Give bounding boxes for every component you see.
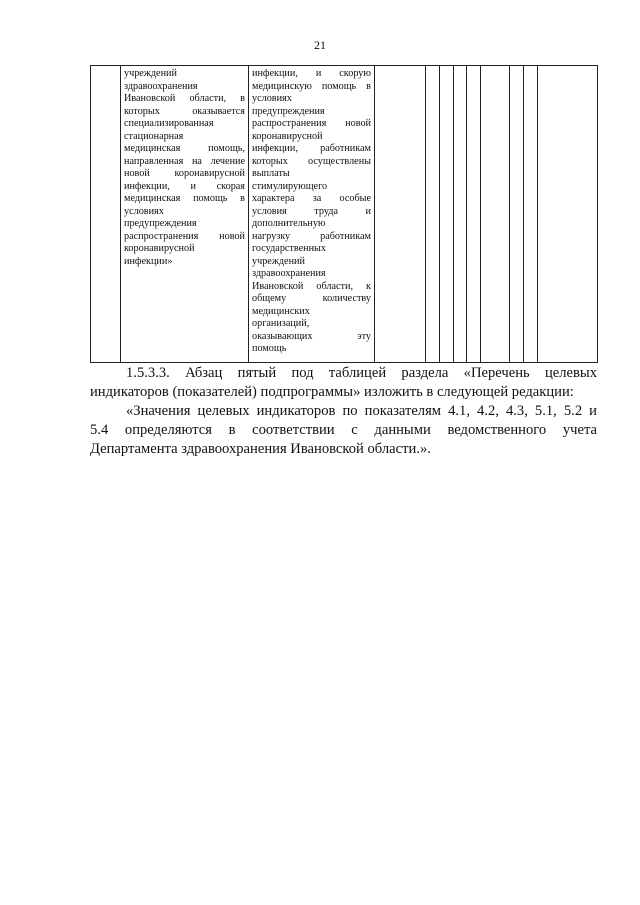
table-row (91, 66, 598, 363)
table-cell-empty (440, 66, 454, 363)
page-number: 21 (314, 38, 326, 52)
table-cell-indicator-name (121, 66, 249, 363)
table-cell-empty (481, 66, 510, 363)
table-cell-empty (467, 66, 481, 363)
table-cell-indicator-formula (249, 66, 375, 363)
table-cell-number (91, 66, 121, 363)
table-cell-empty (375, 66, 426, 363)
indicator-name-text: учреждений здравоохранения Ивановской области, в которых оказывается специализированная стационарная медицинская помощь, направленная на лечение новой коронавирусной инфекции, и скорая медицинская помощь в условиях предупреждения распространения новой коронавирусной инфекции» (124, 68, 245, 267)
table-cell-empty (538, 66, 598, 363)
indicator-formula-text: инфекции, и скорую медицинскую помощь в условиях предупреждения распространения новой коронавирусной инфекции, работникам которых осуществлены выплаты стимулирующего характера за особые условия труда и дополнительную нагрузку работникам государственных учреждений здравоохранения Ивановской области, к общему количеству медицинских организаций, оказывающих эту помощь (252, 68, 371, 354)
amendment-paragraph: 1.5.3.3. Абзац пятый под таблицей раздела «Перечень целевых индикаторов (показателей) подпрограммы» изложить в следующей редакции: (90, 365, 597, 400)
quoted-paragraph: «Значения целевых индикаторов по показателям 4.1, 4.2, 4.3, 5.1, 5.2 и 5.4 определяются в соответствии с данными ведомственного учета Департамента здравоохранения Ивановской области.». (90, 403, 597, 457)
table-cell-empty (524, 66, 538, 363)
table-cell-empty (454, 66, 467, 363)
table-cell-empty (510, 66, 524, 363)
indicator-table (90, 65, 598, 363)
table-cell-empty (426, 66, 440, 363)
